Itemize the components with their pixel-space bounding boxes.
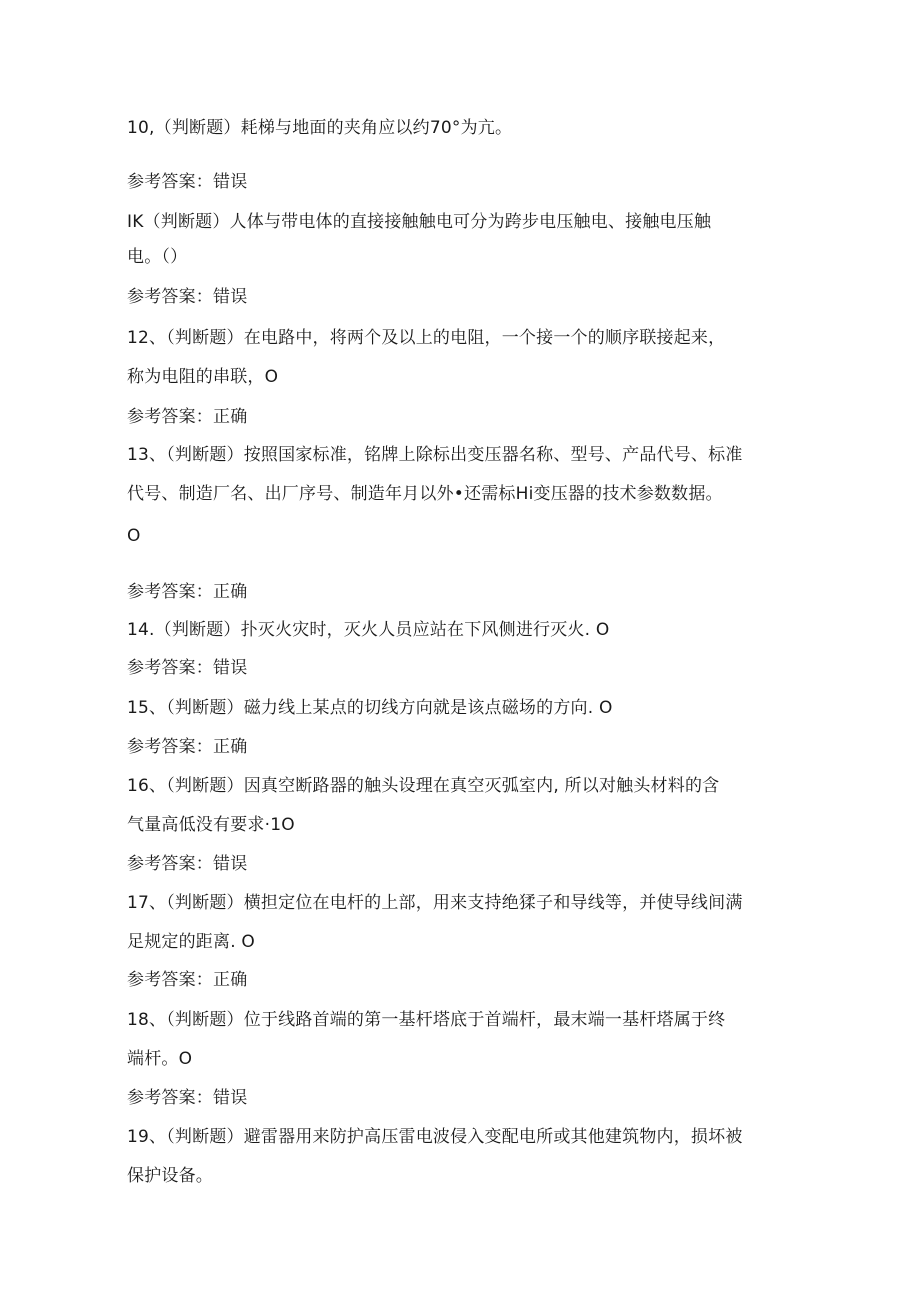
answer-14: 参考答案：错误 — [127, 658, 248, 678]
answer-12: 参考答案：正确 — [127, 407, 248, 427]
question-19-line-2: 保护设备。 — [127, 1166, 213, 1186]
question-13-line-1: 13、（判断题）按照国家标准，铭牌上除标出变压器名称、型号、产品代号、标准 — [127, 445, 743, 465]
question-12-line-1: 12、（判断题）在电路中，将两个及以上的电阻，一个接一个的顺序联接起来， — [127, 328, 726, 348]
question-16-line-2: 气量高低没有要求·1O — [127, 815, 295, 835]
question-15-line-1: 15、（判断题）磁力线上某点的切线方向就是该点磁场的方向. O — [127, 698, 613, 718]
question-11-line-2: 电。（） — [127, 247, 188, 267]
question-18-line-2: 端杆。O — [127, 1049, 193, 1069]
answer-11: 参考答案：错误 — [127, 287, 248, 307]
answer-16: 参考答案：错误 — [127, 854, 248, 874]
answer-18: 参考答案：错误 — [127, 1088, 248, 1108]
question-16-line-1: 16、（判断题）因真空断路器的触头设理在真空灭弧室内, 所以对触头材料的含 — [127, 776, 720, 796]
question-17-line-1: 17、（判断题）横担定位在电杆的上部，用来支持绝猱子和导线等，并使导线间满 — [127, 893, 743, 913]
question-11-line-1: IK（判断题）人体与带电体的直接接触触电可分为跨步电压触电、接触电压触 — [127, 212, 712, 232]
question-13-line-2: 代号、制造厂名、出厂序号、制造年月以外•还需标Hi变压器的技术参数数据。 — [127, 484, 723, 504]
question-19-line-1: 19、（判断题）避雷器用来防护高压雷电波侵入变配电所或其他建筑物内，损坏被 — [127, 1127, 743, 1147]
answer-15: 参考答案：正确 — [127, 737, 248, 757]
question-12-line-2: 称为电阻的串联，O — [127, 367, 279, 387]
answer-17: 参考答案：正确 — [127, 970, 248, 990]
question-18-line-1: 18、（判断题）位于线路首端的第一基杆塔底于首端杆，最末端一基杆塔属于终 — [127, 1010, 726, 1030]
answer-10: 参考答案：错误 — [127, 172, 248, 192]
question-17-line-2: 足规定的距离. O — [127, 932, 255, 952]
question-13-line-3: O — [127, 526, 141, 546]
question-10-line-1: 10,（判断题）耗梯与地面的夹角应以约70°为亢。 — [127, 118, 513, 138]
answer-13: 参考答案：正确 — [127, 582, 248, 602]
question-14-line-1: 14.（判断题）扑灭火灾时，灭火人员应站在下风侧进行灭火. O — [127, 620, 610, 640]
